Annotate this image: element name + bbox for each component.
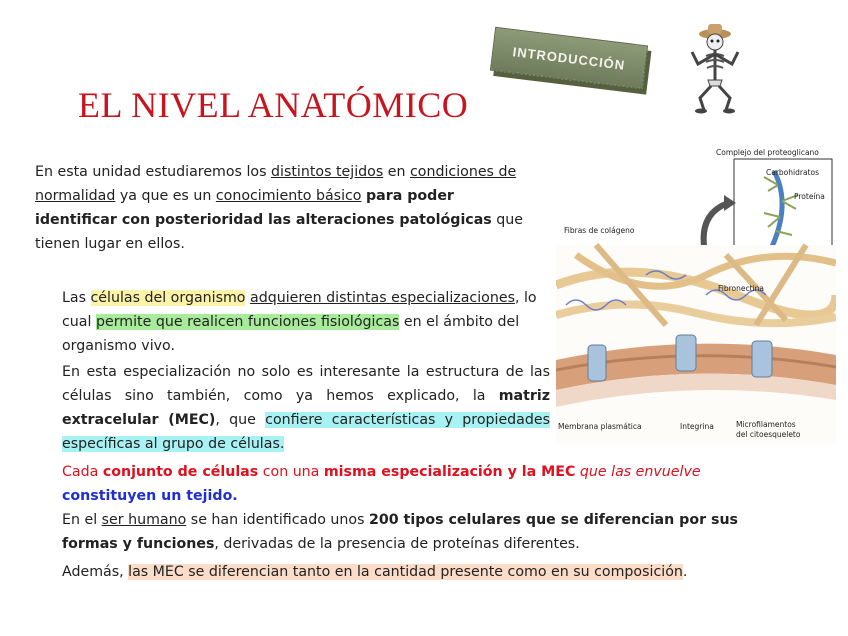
label-carbohidratos: Carbohidratos [766, 168, 819, 177]
highlight-text: confiere características y propiedades específicas al grupo de células. [62, 412, 551, 452]
text-segment: En esta unidad estudiaremos los [35, 164, 271, 180]
text-segment: conocimiento básico [215, 188, 362, 204]
cell-types-paragraph [62, 508, 782, 556]
tissue-definition-paragraph [62, 460, 782, 508]
label-proteina: Proteína [794, 192, 825, 201]
text-segment: ya que es un [115, 188, 216, 204]
text-segment: . [682, 564, 688, 580]
text-segment: En el [62, 512, 102, 528]
text-segment: En esta especialización no solo es interesante la estructura de las células sino también, como ya hemos explicado, la [62, 364, 550, 404]
label-integrina: Integrina [680, 422, 714, 431]
mec-paragraph [62, 360, 550, 456]
highlight-text: células del organismo [90, 290, 246, 306]
extracellular-matrix-figure [556, 145, 836, 445]
highlight-text: las MEC se diferencian tanto en la cantidad presente como en su composición [128, 564, 683, 580]
label-micro2: del citoesqueleto [736, 430, 801, 439]
text-segment: conjunto de células [102, 464, 259, 480]
text-segment: que las envuelve [579, 464, 701, 480]
label-fibronectina: Fibronectina [718, 284, 764, 293]
text-segment: con una [258, 464, 324, 480]
text-segment: condiciones de normalidad [35, 164, 517, 204]
text-segment: adquieren distintas especializaciones [250, 290, 515, 306]
intro-paragraph [35, 160, 535, 256]
text-segment: 200 tipos celulares que se diferencian por sus formas y funciones [62, 512, 738, 552]
text-segment: constituyen un tejido. [62, 488, 238, 504]
label-fibras: Fibras de colágeno [564, 226, 635, 235]
section-tag: INTRODUCCIÓN [490, 27, 648, 89]
text-segment: Las [62, 290, 91, 306]
text-segment: , lo cual [62, 290, 537, 330]
label-membrana: Membrana plasmática [558, 422, 642, 431]
label-micro1: Microfilamentos [736, 420, 796, 429]
text-segment: misma especialización y la MEC [323, 464, 576, 480]
highlight-text: permite que realicen funciones fisiológicas [95, 314, 400, 330]
skeleton-icon [684, 22, 746, 114]
label-complejo: Complejo del proteoglicano [716, 148, 819, 157]
cells-paragraph [62, 286, 550, 358]
page-title: EL NIVEL ANATÓMICO [78, 85, 469, 125]
text-segment: , derivadas de la presencia de proteínas diferentes. [214, 536, 580, 552]
text-segment: ser humano [101, 512, 187, 528]
text-segment: en el ámbito del organismo vivo. [62, 314, 520, 354]
text-segment: Cada [62, 464, 103, 480]
text-segment: Además, [62, 564, 129, 580]
text-segment: distintos tejidos [271, 164, 384, 180]
text-segment: matriz extracelular (MEC) [62, 388, 550, 428]
text-segment: , que [215, 412, 266, 428]
mec-differences-paragraph [62, 560, 782, 584]
text-segment: para poder identificar con posterioridad las alteraciones patológicas [35, 188, 492, 228]
text-segment: que tienen lugar en ellos. [35, 212, 523, 252]
text-segment: se han identificado unos [186, 512, 369, 528]
text-segment: en [383, 164, 410, 180]
